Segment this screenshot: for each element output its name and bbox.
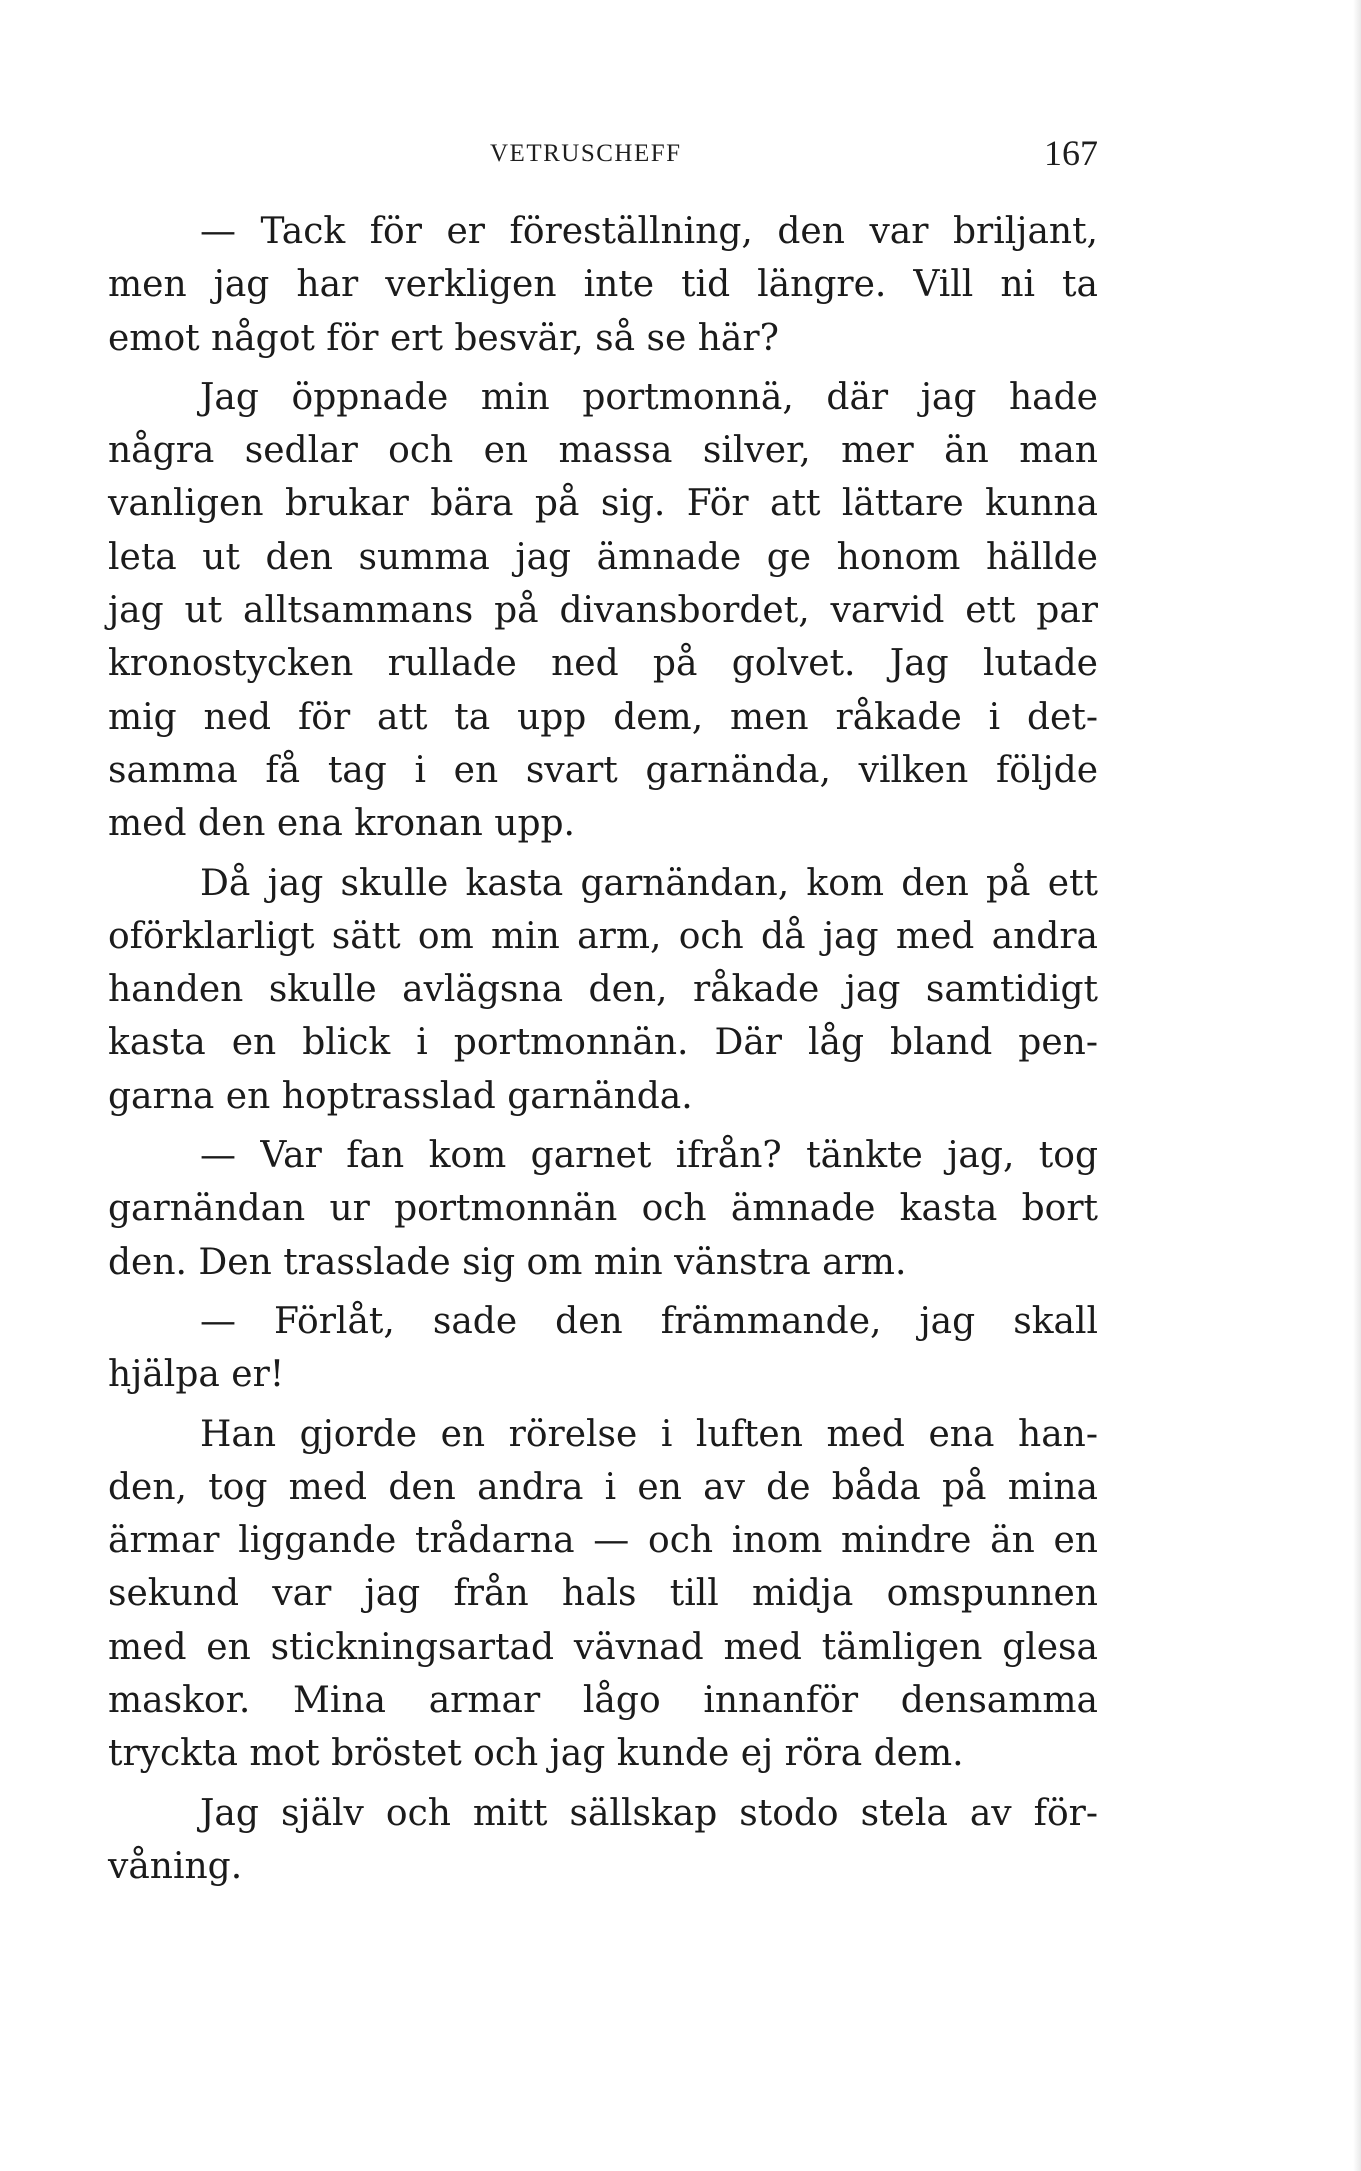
page-number: 167: [1044, 133, 1098, 173]
paragraph: [108, 205, 1098, 365]
text-line: med en stickningsartad vävnad med tämligen glesa: [108, 1626, 1098, 1668]
text-line: Jag öppnade min portmonnä, där jag hade: [200, 376, 1098, 418]
text-line: leta ut den summa jag ämnade ge honom hällde: [108, 536, 1098, 578]
text-line: — Tack för er föreställning, den var briljant,: [200, 211, 1098, 252]
text-line: handen skulle avlägsna den, råkade jag samtidigt: [108, 969, 1098, 1011]
running-title: VETRUSCHEFF: [490, 140, 682, 167]
text-line: Han gjorde en rörelse i luften med ena han-: [200, 1413, 1098, 1455]
text-line: — Var fan kom garnet ifrån? tänkte jag, tog: [200, 1135, 1098, 1177]
text-line: några sedlar och en massa silver, mer än man: [108, 430, 1098, 472]
text-line: hjälpa er!: [108, 1354, 285, 1396]
text-line: våning.: [108, 1845, 243, 1887]
text-line: vanligen brukar bära på sig. För att lättare kunna: [108, 483, 1098, 525]
running-head: [110, 132, 1098, 176]
paragraph: [108, 1787, 1098, 1894]
text-line: ärmar liggande trådarna — och inom mindre än en: [108, 1520, 1098, 1562]
text-line: kasta en blick i portmonnän. Där låg bland pen-: [108, 1022, 1098, 1064]
text-line: men jag har verkligen inte tid längre. Vill ni ta: [108, 264, 1098, 306]
text-line: oförklarligt sätt om min arm, och då jag med andra: [108, 915, 1098, 957]
paragraph: [108, 857, 1098, 1123]
text-line: mig ned för att ta upp dem, men råkade i det-: [108, 696, 1098, 738]
text-line: Jag själv och mitt sällskap stodo stela av för-: [200, 1792, 1098, 1834]
text-line: samma få tag i en svart garnända, vilken följde: [108, 749, 1098, 791]
paragraph: [108, 1295, 1098, 1402]
text-line: sekund var jag från hals till midja omspunnen: [108, 1573, 1098, 1615]
text-line: den, tog med den andra i en av de båda på mina: [108, 1466, 1098, 1508]
text-line: garna en hoptrasslad garnända.: [108, 1075, 693, 1117]
text-line: emot något för ert besvär, så se här?: [108, 317, 779, 359]
text-line: kronostycken rullade ned på golvet. Jag lutade: [108, 643, 1098, 685]
text-line: — Förlåt, sade den främmande, jag skall: [200, 1300, 1098, 1342]
body-text: [108, 205, 1098, 1893]
text-line: med den ena kronan upp.: [108, 803, 575, 845]
text-line: jag ut alltsammans på divansbordet, varvid ett par: [108, 590, 1098, 632]
text-line: garnändan ur portmonnän och ämnade kasta bort: [108, 1188, 1098, 1230]
page-edge-shadow: [1353, 0, 1361, 2171]
text-line: tryckta mot bröstet och jag kunde ej röra dem.: [108, 1733, 964, 1775]
text-line: maskor. Mina armar lågo innanför densamma: [108, 1680, 1098, 1722]
paragraph: [108, 1129, 1098, 1289]
text-line: den. Den trasslade sig om min vänstra arm.: [108, 1241, 907, 1283]
text-line: Då jag skulle kasta garnändan, kom den på ett: [200, 862, 1098, 904]
paragraph: [108, 1408, 1098, 1781]
paragraph: [108, 371, 1098, 851]
